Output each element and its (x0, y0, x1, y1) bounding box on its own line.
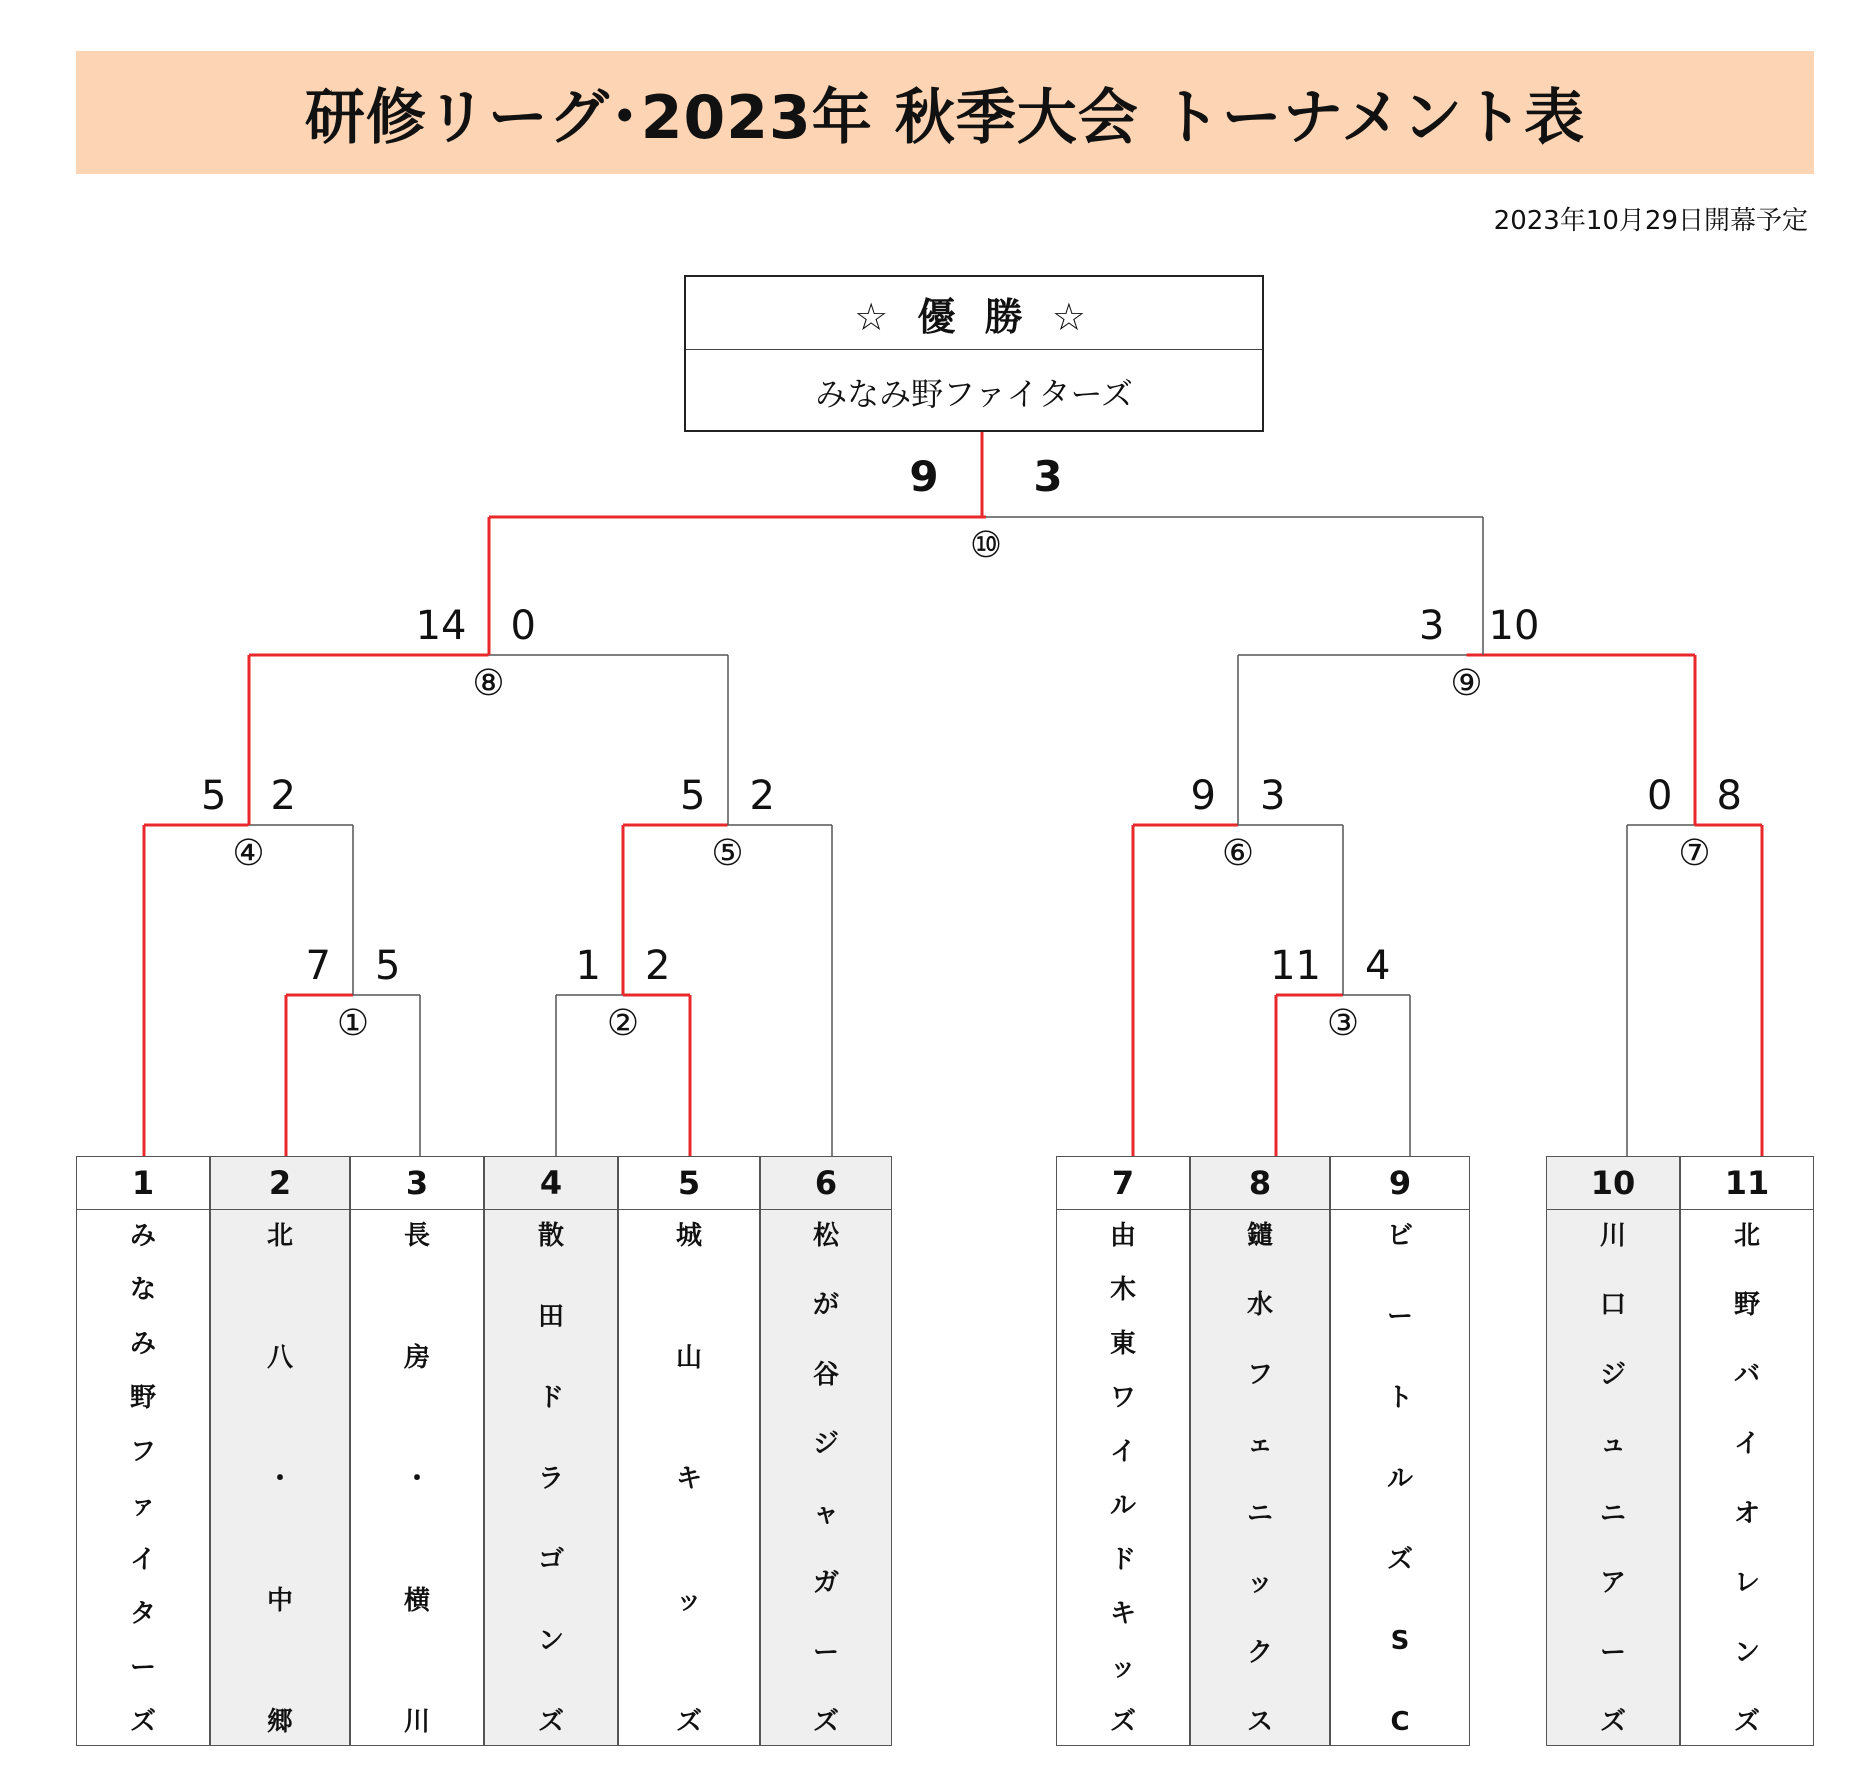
match-score-left: 3 (1419, 603, 1445, 649)
match-score-right: 0 (510, 603, 536, 649)
team-column (484, 1156, 618, 1746)
match-score-left: 9 (1190, 773, 1216, 819)
match-score-left: 14 (415, 603, 467, 649)
page-title: 研修リーグ･2023年 秋季大会 トーナメント表 (304, 82, 1586, 153)
champion-heading: ☆ 優 勝 ☆ (686, 277, 1262, 350)
team-number: 9 (1331, 1157, 1469, 1210)
team-number: 2 (211, 1157, 349, 1210)
team-column (1330, 1156, 1470, 1746)
team-name: 松 が 谷 ジ ャ ガ ー ズ (812, 1221, 839, 1737)
team-name: 城 山 キ ッ ズ (675, 1221, 702, 1737)
team-column (618, 1156, 760, 1746)
team-number: 1 (77, 1157, 209, 1210)
team-name: 北 野 バ イ オ レ ン ズ (1733, 1221, 1760, 1737)
match-number: ④ (232, 833, 265, 874)
team-name: 北 八 ・ 中 郷 (266, 1221, 293, 1737)
team-number: 3 (351, 1157, 483, 1210)
match-number: ⑩ (969, 525, 1003, 566)
match-number: ⑤ (711, 833, 744, 874)
match-score-right: 2 (749, 773, 775, 819)
match-score-right: 8 (1716, 773, 1742, 819)
team-column (350, 1156, 484, 1746)
champion-team: みなみ野ファイターズ (815, 374, 1133, 413)
match-score-left: 5 (201, 773, 227, 819)
team-number: 10 (1547, 1157, 1679, 1210)
team-number: 11 (1681, 1157, 1813, 1210)
match-score-left: 5 (680, 773, 706, 819)
team-column (1680, 1156, 1814, 1746)
team-number: 6 (761, 1157, 891, 1210)
team-name: み な み 野 フ ァ イ タ ー ズ (129, 1221, 156, 1737)
match-score-right: 3 (1033, 452, 1063, 501)
team-column (76, 1156, 210, 1746)
match-score-left: 11 (1270, 943, 1321, 989)
team-column (1056, 1156, 1190, 1746)
team-number: 5 (619, 1157, 759, 1210)
match-number: ⑥ (1221, 833, 1255, 874)
match-score-right: 10 (1488, 603, 1540, 649)
team-column (1190, 1156, 1330, 1746)
match-number: ② (606, 1003, 640, 1044)
match-score-right: 3 (1260, 773, 1286, 819)
match-score-right: 4 (1365, 943, 1391, 989)
match-number: ① (336, 1003, 370, 1044)
team-name: 散 田 ド ラ ゴ ン ズ (537, 1221, 564, 1737)
opening-date: 2023年10月29日開幕予定 (1493, 206, 1808, 236)
match-score-left: 9 (909, 452, 939, 501)
team-name: 川 口 ジ ュ ニ ア ー ズ (1599, 1221, 1626, 1737)
match-number: ⑧ (472, 663, 505, 704)
match-score-right: 2 (270, 773, 296, 819)
match-score-right: 5 (375, 943, 401, 989)
team-column (760, 1156, 892, 1746)
match-score-right: 2 (645, 943, 671, 989)
team-number: 8 (1191, 1157, 1329, 1210)
team-name: 由 木 東 ワ イ ル ド キ ッ ズ (1109, 1221, 1136, 1737)
team-column (1546, 1156, 1680, 1746)
team-number: 4 (485, 1157, 617, 1210)
team-number: 7 (1057, 1157, 1189, 1210)
team-name: 長 房 ・ 横 川 (403, 1221, 430, 1737)
team-column (210, 1156, 350, 1746)
match-number: ⑨ (1450, 663, 1483, 704)
team-name: 鑓 水 フ ェ ニ ッ ク ス (1246, 1221, 1273, 1737)
team-name: ビ ー ト ル ズ S C (1386, 1221, 1413, 1737)
match-score-left: 7 (305, 943, 331, 989)
match-number: ③ (1326, 1003, 1360, 1044)
match-number: ⑦ (1678, 833, 1711, 874)
match-score-left: 1 (575, 943, 601, 989)
match-score-left: 0 (1647, 773, 1673, 819)
